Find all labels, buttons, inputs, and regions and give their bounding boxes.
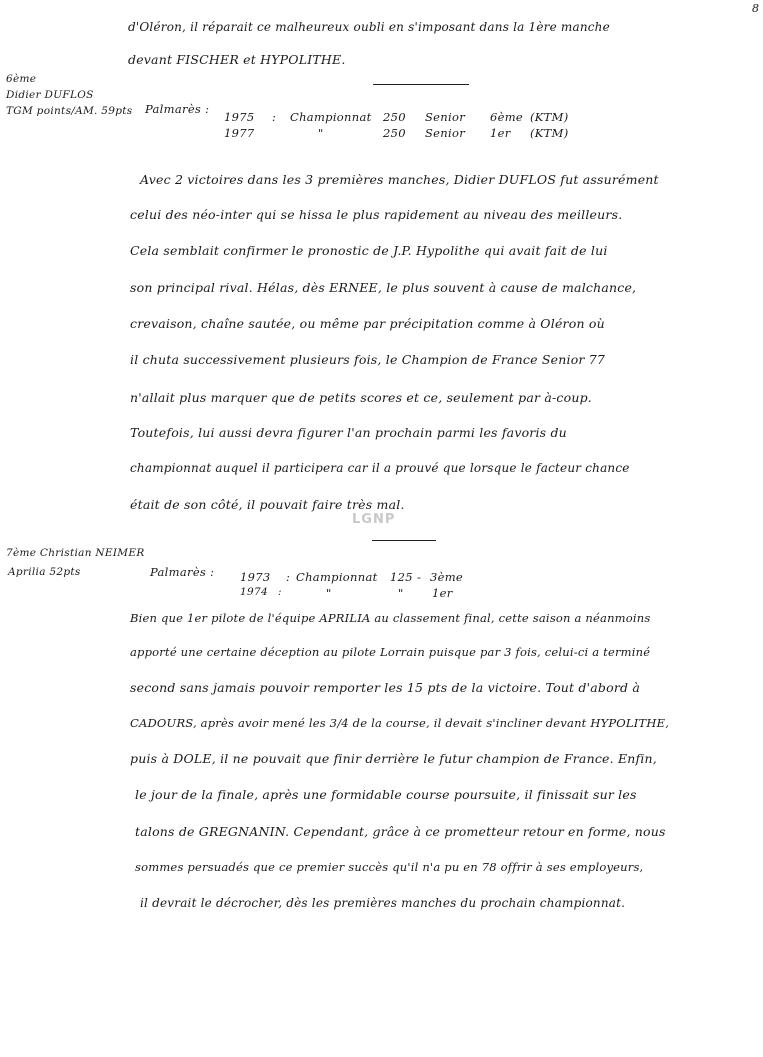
rider7-paragraph-line: CADOURS, après avoir mené les 3/4 de la course, il devait s'incliner devant HYPOLITHE, xyxy=(130,716,670,730)
rider6-name: Didier DUFLOS xyxy=(6,89,94,101)
palmares-category: Senior xyxy=(425,110,465,124)
rider6-paragraph-line: était de son côté, il pouvait faire très mal. xyxy=(130,497,405,512)
palmares-event: " xyxy=(326,586,332,600)
palmares-class: " xyxy=(398,586,404,600)
rider6-palmares-label: Palmarès : xyxy=(145,102,210,116)
palmares-position: 6ème xyxy=(490,110,524,124)
rider7-team: Aprilia 52pts xyxy=(8,566,81,578)
palmares-sep: : xyxy=(272,110,277,124)
rider7-rank-name xyxy=(6,546,145,561)
palmares-year: 1973 xyxy=(240,570,271,584)
watermark-logo: LGNP xyxy=(352,512,396,527)
rider7-name: Christian NEIMER xyxy=(39,547,145,559)
rider7-paragraph-line: sommes persuadés que ce premier succès qu'il n'a pu en 78 offrir à ses employeurs, xyxy=(135,860,644,874)
separator-rule xyxy=(372,540,436,541)
palmares-category: Senior xyxy=(425,126,465,140)
rider7-palmares-label: Palmarès : xyxy=(150,565,215,579)
palmares-position: 1er xyxy=(432,586,453,600)
rider7-paragraph-line: le jour de la finale, après une formidable course poursuite, il finissait sur les xyxy=(135,787,637,802)
rider7-paragraph-line: puis à DOLE, il ne pouvait que finir derrière le futur champion de France. Enfin, xyxy=(130,751,657,766)
rider6-team: TGM points/AM. 59pts xyxy=(6,105,133,117)
rider6-paragraph-line: son principal rival. Hélas, dès ERNEE, le plus souvent à cause de malchance, xyxy=(130,280,637,295)
intro-line-1: d'Oléron, il réparait ce malheureux oubli en s'imposant dans la 1ère manche xyxy=(128,20,610,34)
palmares-year: 1974 xyxy=(240,586,268,598)
rider6-paragraph-line: championnat auquel il participera car il a prouvé que lorsque le facteur chance xyxy=(130,461,630,475)
palmares-class: 250 xyxy=(383,126,406,140)
rider7-paragraph-line: Bien que 1er pilote de l'équipe APRILIA au classement final, cette saison a néanmoins xyxy=(130,611,651,625)
rider6-rank: 6ème xyxy=(6,73,37,85)
palmares-event: Championnat xyxy=(290,110,372,124)
rider7-paragraph-line: apporté une certaine déception au pilote Lorrain puisque par 3 fois, celui-ci a terminé xyxy=(130,645,651,659)
palmares-sep: - xyxy=(417,570,422,584)
rider6-paragraph-line: Cela semblait confirmer le pronostic de J.P. Hypolithe qui avait fait de lui xyxy=(130,243,608,258)
palmares-class: 250 xyxy=(383,110,406,124)
rider6-paragraph-line: Avec 2 victoires dans les 3 premières manches, Didier DUFLOS fut assurément xyxy=(140,172,659,187)
palmares-event: " xyxy=(318,126,324,140)
rider6-paragraph-line: crevaison, chaîne sautée, ou même par précipitation comme à Oléron où xyxy=(130,316,605,331)
palmares-year: 1975 xyxy=(224,110,255,124)
intro-line-2: devant FISCHER et HYPOLITHE. xyxy=(128,52,346,67)
rider7-paragraph-line: talons de GREGNANIN. Cependant, grâce à ce prometteur retour en forme, nous xyxy=(135,824,666,839)
rider6-paragraph-line: il chuta successivement plusieurs fois, le Champion de France Senior 77 xyxy=(130,352,606,367)
palmares-position: 1er xyxy=(490,126,511,140)
separator-rule xyxy=(373,84,469,85)
palmares-bike: (KTM) xyxy=(530,110,569,124)
page-number: 8 xyxy=(752,2,759,15)
rider7-paragraph-line: il devrait le décrocher, dès les premières manches du prochain championnat. xyxy=(140,896,626,910)
palmares-sep: : xyxy=(286,570,291,584)
palmares-class: 125 xyxy=(390,570,413,584)
palmares-bike: (KTM) xyxy=(530,126,569,140)
rider6-paragraph-line: Toutefois, lui aussi devra figurer l'an prochain parmi les favoris du xyxy=(130,425,567,440)
palmares-position: 3ème xyxy=(430,570,464,584)
rider6-paragraph-line: n'allait plus marquer que de petits scores et ce, seulement par à-coup. xyxy=(130,390,592,405)
rider7-paragraph-line: second sans jamais pouvoir remporter les 15 pts de la victoire. Tout d'abord à xyxy=(130,680,641,695)
palmares-year: 1977 xyxy=(224,126,255,140)
palmares-sep: : xyxy=(278,586,282,598)
rider6-paragraph-line: celui des néo-inter qui se hissa le plus rapidement au niveau des meilleurs. xyxy=(130,207,623,222)
rider7-rank: 7ème xyxy=(6,547,37,559)
palmares-event: Championnat xyxy=(296,570,378,584)
